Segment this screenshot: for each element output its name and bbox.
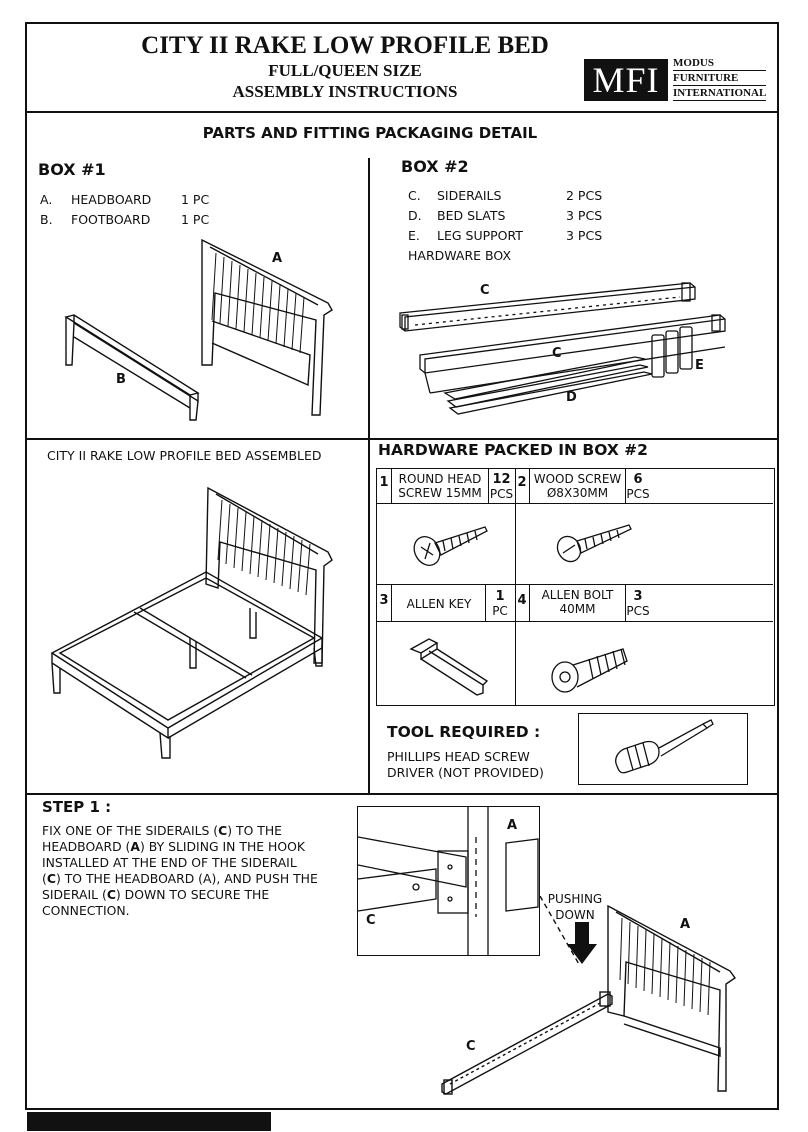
step1-line: INSTALLED AT THE END OF THE SIDERAIL (42, 855, 297, 870)
hardware-name: WOOD SCREW Ø8X30MM (533, 472, 622, 500)
step1-line: SIDERAIL (C) DOWN TO SECURE THE (42, 887, 270, 902)
wood-screw-icon (537, 509, 647, 579)
hardware-num: 1 (379, 475, 389, 490)
assembled-bed-illustration (40, 478, 360, 778)
hardware-box-label: HARDWARE BOX (408, 248, 512, 263)
round-head-screw-icon (397, 509, 507, 579)
hardware-num: 4 (517, 593, 527, 608)
hardware-heading: HARDWARE PACKED IN BOX #2 (378, 441, 648, 459)
hardware-name: ALLEN KEY (406, 597, 472, 611)
item-letter: C. (408, 188, 421, 203)
hardware-grid (376, 468, 775, 706)
center-divider (368, 158, 370, 794)
item-name: LEG SUPPORT (437, 228, 523, 243)
pushing-down-label: PUSHING DOWN (547, 892, 603, 922)
item-qty: 3 PCS (566, 228, 603, 243)
tool-heading: TOOL REQUIRED : (387, 723, 541, 741)
hardware-name: ROUND HEAD SCREW 15MM (398, 472, 482, 500)
item-letter: E. (408, 228, 420, 243)
item-name: FOOTBOARD (71, 212, 151, 227)
parts-heading: PARTS AND FITTING PACKAGING DETAIL (202, 124, 538, 142)
doc-type-subtitle: ASSEMBLY INSTRUCTIONS (232, 82, 458, 101)
hardware-name: ALLEN BOLT 40MM (541, 588, 614, 616)
step1-instructions (42, 823, 318, 919)
section-divider-2 (27, 793, 777, 795)
main-label-c: C (466, 1039, 476, 1054)
label-c-upper: C (480, 283, 490, 298)
item-qty: 1 PC (181, 212, 210, 227)
box2-heading: BOX #2 (401, 157, 469, 176)
item-name: BED SLATS (437, 208, 506, 223)
hardware-num: 2 (517, 475, 527, 490)
mfi-logo: MFI (584, 59, 668, 101)
step1-line: CONNECTION. (42, 903, 130, 918)
item-letter: D. (408, 208, 422, 223)
hardware-num: 3 (379, 593, 389, 608)
step1-assembly-illustration (430, 896, 775, 1106)
item-letter: A. (40, 192, 53, 207)
section-divider-1 (27, 438, 777, 440)
item-name: HEADBOARD (71, 192, 152, 207)
box1-parts-illustration (40, 225, 360, 425)
company-line-3: INTERNATIONAL (673, 87, 767, 99)
assembled-caption: CITY II RAKE LOW PROFILE BED ASSEMBLED (47, 448, 322, 463)
allen-bolt-icon (545, 627, 655, 701)
item-qty: 2 PCS (566, 188, 603, 203)
main-label-a: A (680, 917, 691, 932)
item-qty: 3 PCS (566, 208, 603, 223)
item-letter: B. (40, 212, 53, 227)
screwdriver-box (578, 713, 748, 785)
company-line-2: FURNITURE (673, 71, 766, 86)
screwdriver-icon (579, 714, 747, 784)
box1-heading: BOX #1 (38, 160, 106, 179)
label-c-lower: C (552, 346, 562, 361)
header-divider (27, 111, 777, 113)
label-b: B (116, 372, 126, 387)
step1-line: FIX ONE OF THE SIDERAILS (C) TO THE (42, 823, 282, 838)
company-name (673, 56, 766, 101)
document-title: CITY II RAKE LOW PROFILE BED (141, 32, 549, 59)
step1-line: HEADBOARD (A) BY SLIDING IN THE HOOK (42, 839, 305, 854)
size-subtitle: FULL/QUEEN SIZE (268, 61, 422, 80)
step1-line: (C) TO THE HEADBOARD (A), AND PUSH THE (42, 871, 318, 886)
tool-line-1: PHILLIPS HEAD SCREW (387, 749, 530, 764)
item-qty: 1 PC (181, 192, 210, 207)
footer-bar (27, 1112, 271, 1131)
allen-key-icon (397, 627, 507, 701)
detail-label-c: C (366, 913, 376, 928)
hardware-qty: 3 PCS (626, 589, 650, 618)
detail-label-a: A (507, 818, 518, 833)
item-name: SIDERAILS (437, 188, 502, 203)
label-d: D (566, 390, 577, 405)
step1-heading: STEP 1 : (42, 798, 112, 816)
label-a: A (272, 251, 283, 266)
tool-line-2: DRIVER (NOT PROVIDED) (387, 765, 544, 780)
label-e: E (695, 358, 704, 373)
hardware-qty: 12 PCS (489, 472, 514, 501)
company-line-1: MODUS (673, 56, 766, 71)
hardware-qty: 6 PCS (626, 472, 650, 501)
hardware-qty: 1 PC (492, 589, 508, 618)
